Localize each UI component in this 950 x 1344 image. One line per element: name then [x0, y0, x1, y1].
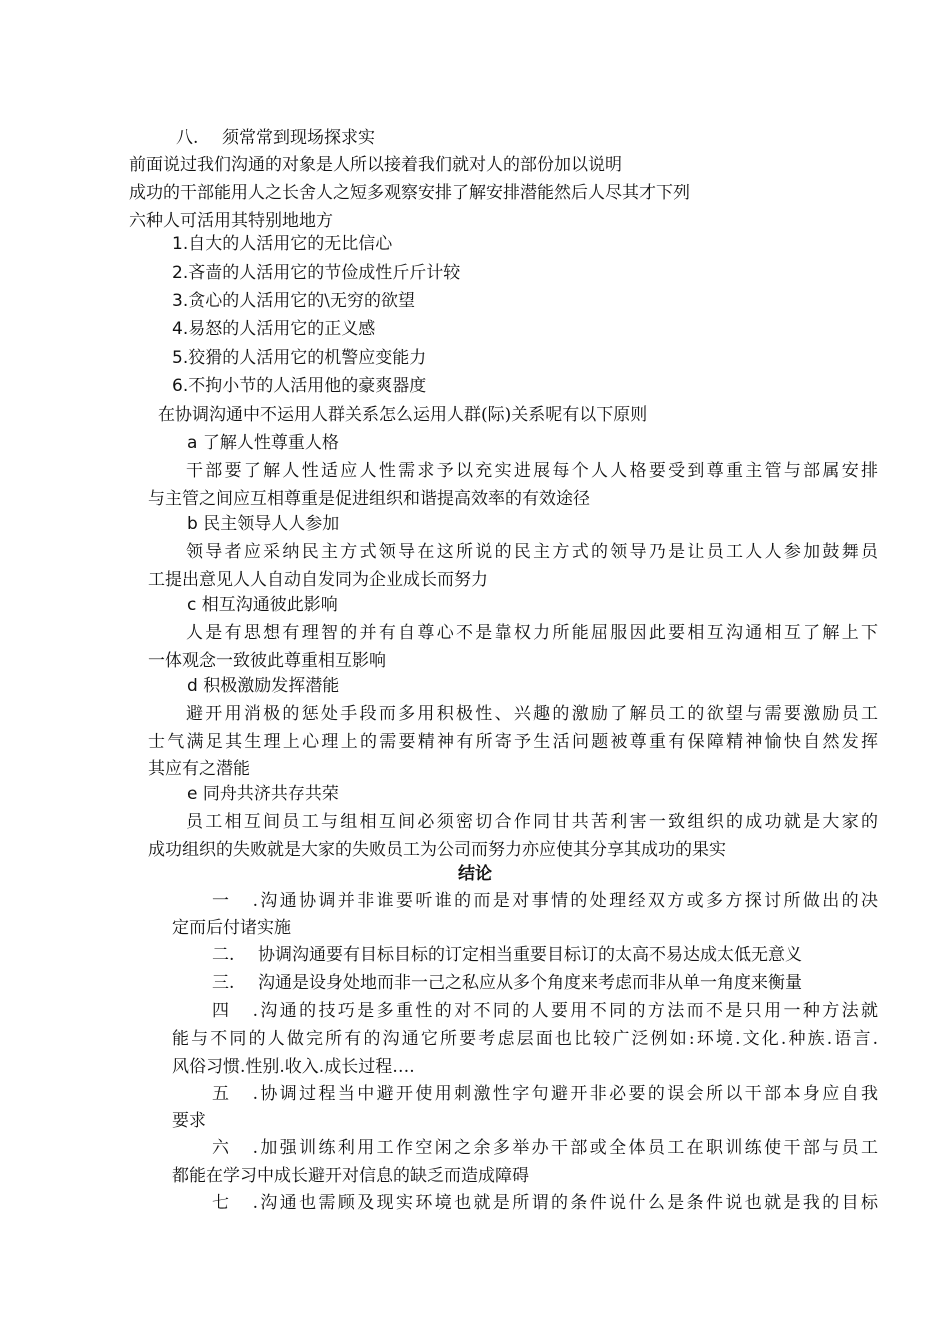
principle-body-line: 成功组织的失败就是大家的失败员工为公司而努力亦应使其分享其成功的果实	[148, 840, 726, 860]
conclusion-text: 加强训练利用工作空闲之余多举办干部或全体员工在职训练使干部与员工	[258, 1138, 878, 1158]
principle-title	[187, 595, 338, 615]
section-marker: 八.	[176, 128, 199, 148]
conclusion-line: 都能在学习中成长避开对信息的缺乏而造成障碍	[172, 1166, 529, 1186]
list-item	[172, 291, 415, 311]
list-text: 吝啬的人活用它的节俭成性斤斤计较	[188, 263, 461, 283]
intro-line: 六种人可活用其特别地地方	[129, 211, 333, 231]
list-text: 易怒的人活用它的正义感	[188, 319, 376, 339]
conclusion-item	[172, 1084, 878, 1104]
principle-body-line: 其应有之潜能	[148, 759, 250, 779]
principle-title	[187, 784, 339, 804]
list-item	[172, 234, 392, 254]
conclusion-marker: 三.	[212, 973, 235, 993]
principle-title	[187, 676, 339, 696]
principles-intro: 在协调沟通中不运用人群关系怎么运用人群(际)关系呢有以下原则	[158, 405, 648, 425]
principle-body-line: 人是有思想有理智的并有自尊心不是靠权力所能屈服因此要相互沟通相互了解上下	[186, 623, 878, 643]
principle-body-line: 与主管之间应互相尊重是促进组织和谐提高效率的有效途径	[148, 489, 590, 509]
principle-body-line: 工提出意见人人自动自发同为企业成长而努力	[148, 570, 488, 590]
list-number: 5.	[172, 348, 189, 368]
principle-title-text: 相互沟通彼此影响	[201, 595, 338, 615]
conclusion-title: 结论	[458, 864, 492, 884]
conclusion-marker: 四.	[212, 1001, 258, 1021]
list-number: 2.	[172, 263, 189, 283]
conclusion-marker: 七.	[212, 1193, 258, 1213]
conclusion-text: 沟通也需顾及现实环境也就是所谓的条件说什么是条件说也就是我的目标	[258, 1193, 878, 1213]
conclusion-marker: 一.	[212, 891, 258, 911]
conclusion-item	[212, 973, 802, 993]
principle-title-text: 了解人性尊重人格	[202, 433, 339, 453]
list-number: 1.	[172, 234, 189, 254]
list-number: 3.	[172, 291, 189, 311]
list-text: 狡猾的人活用它的机警应变能力	[188, 348, 427, 368]
conclusion-line: 风俗习惯.性别.收入.成长过程….	[172, 1057, 415, 1077]
conclusion-marker: 二.	[212, 945, 235, 965]
conclusion-item	[172, 1001, 878, 1021]
list-item	[172, 348, 426, 368]
principle-letter: e	[187, 784, 198, 804]
principle-letter: b	[187, 514, 198, 534]
principle-title	[187, 433, 339, 453]
principle-body-line: 员工相互间员工与组相互间必须密切合作同甘共苦利害一致组织的成功就是大家的	[186, 812, 878, 832]
principle-title-text: 同舟共济共存共荣	[202, 784, 339, 804]
section-heading-text: 须常常到现场探求实	[222, 128, 375, 148]
conclusion-marker: 六.	[212, 1138, 258, 1158]
principle-body-line: 领导者应采纳民主方式领导在这所说的民主方式的领导乃是让员工人人参加鼓舞员	[186, 542, 878, 562]
list-number: 6.	[172, 376, 189, 396]
principle-body-line: 避开用消极的惩处手段而多用积极性、兴趣的激励了解员工的欲望与需要激励员工	[186, 704, 878, 724]
conclusion-marker: 五.	[212, 1084, 258, 1104]
principle-body-line: 干部要了解人性适应人性需求予以充实进展每个人人格要受到尊重主管与部属安排	[186, 461, 878, 481]
principle-letter: c	[187, 595, 197, 615]
principle-body-line: 一体观念一致彼此尊重相互影响	[148, 651, 386, 671]
conclusion-item	[212, 945, 802, 965]
conclusion-item	[172, 1138, 878, 1158]
principle-letter: d	[187, 676, 198, 696]
principle-title	[187, 514, 339, 534]
conclusion-text: 沟通的技巧是多重性的对不同的人要用不同的方法而不是只用一种方法就	[258, 1001, 878, 1021]
intro-line: 成功的干部能用人之长舍人之短多观察安排了解安排潜能然后人尽其才下列	[129, 183, 690, 203]
principle-title-text: 积极激励发挥潜能	[203, 676, 340, 696]
principle-body-line: 士气满足其生理上心理上的需要精神有所寄予生活问题被尊重有保障精神愉快自然发挥	[148, 732, 878, 752]
list-number: 4.	[172, 319, 189, 339]
list-item	[172, 319, 375, 339]
conclusion-text: 协调沟通要有目标目标的订定相当重要目标订的太高不易达成太低无意义	[258, 945, 802, 965]
conclusion-text: 沟通是设身处地而非一己之私应从多个角度来考虑而非从单一角度来衡量	[258, 973, 802, 993]
list-text: 自大的人活用它的无比信心	[188, 234, 393, 254]
list-text: 贪心的人活用它的\无穷的欲望	[188, 291, 415, 311]
principle-letter: a	[187, 433, 198, 453]
list-item	[172, 376, 426, 396]
conclusion-text: 协调过程当中避开使用刺激性字句避开非必要的误会所以干部本身应自我	[258, 1084, 878, 1104]
conclusion-text: 沟通协调并非谁要听谁的而是对事情的处理经双方或多方探讨所做出的决	[258, 891, 878, 911]
conclusion-line: 定而后付诸实施	[172, 918, 291, 938]
conclusion-item	[172, 1193, 878, 1213]
conclusion-item	[172, 891, 878, 911]
conclusion-line: 要求	[172, 1111, 206, 1131]
intro-line: 前面说过我们沟通的对象是人所以接着我们就对人的部份加以说明	[129, 155, 622, 175]
list-text: 不拘小节的人活用他的豪爽器度	[188, 376, 427, 396]
section-heading-8	[176, 128, 375, 148]
conclusion-line: 能与不同的人做完所有的沟通它所要考虑层面也比较广泛例如:环境.文化.种族.语言.	[172, 1029, 878, 1049]
list-item	[172, 263, 460, 283]
principle-title-text: 民主领导人人参加	[203, 514, 340, 534]
